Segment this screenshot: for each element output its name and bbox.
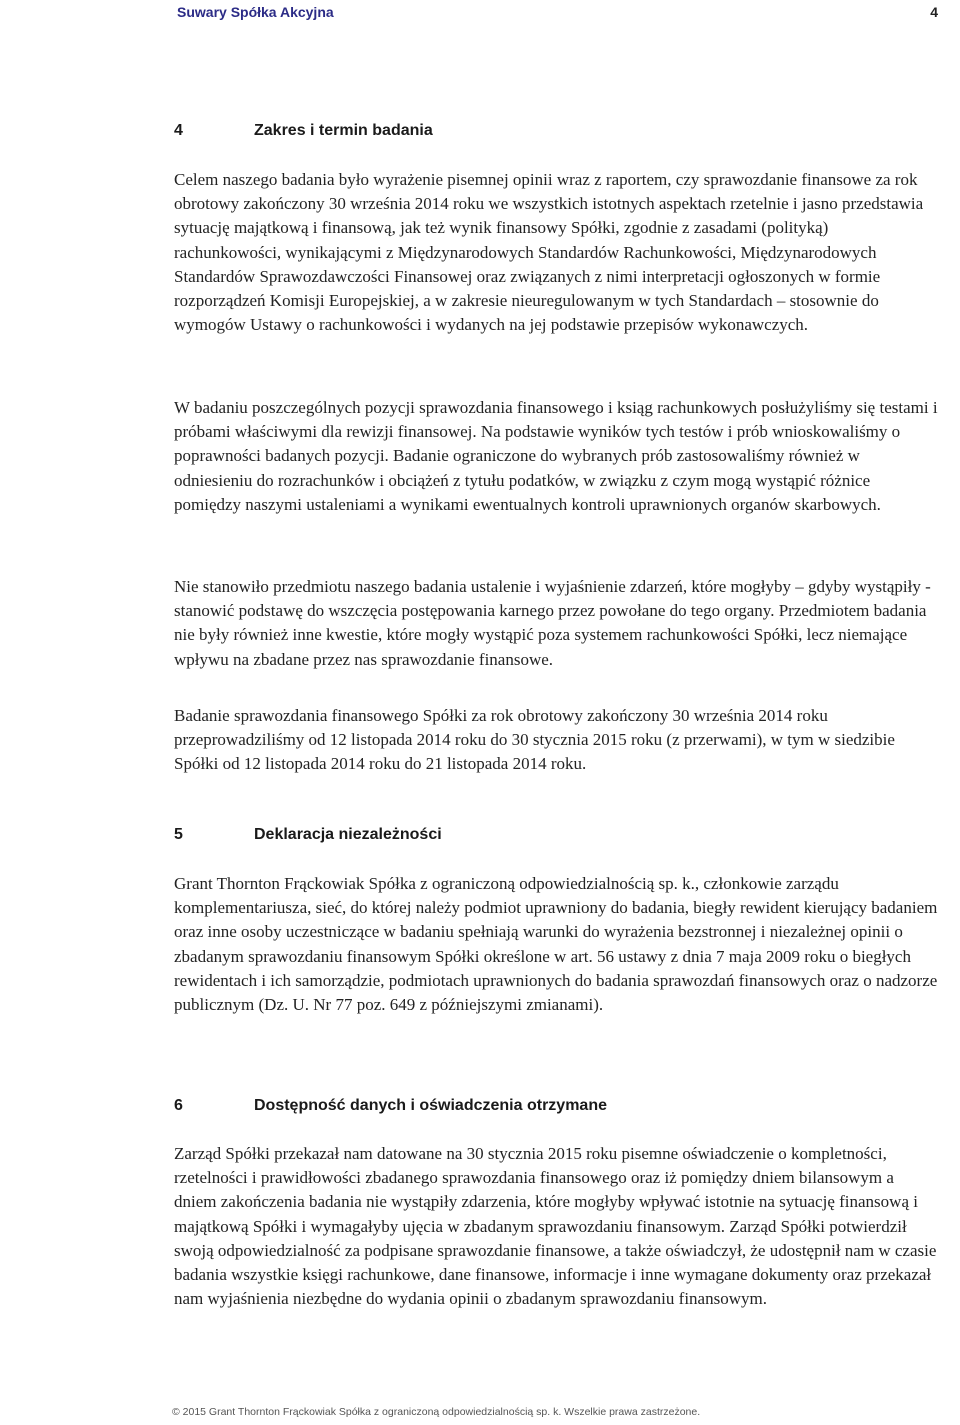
paragraph: Nie stanowiło przedmiotu naszego badania ustalenie i wyjaśnienie zdarzeń, które mogłyby – gdyby wystąpiły - stanowić podstawę do wszczęcia postępowania karnego przez powołane do tego organy. Przedmiotem badania nie były również inne kwestie, które mogły wystąpić poza systemem rachunkowości Spółki, lecz niemające wpływu na zbadane przez nas sprawozdanie finansowe. [174,577,931,669]
page-number: 4 [930,4,938,20]
paragraph: Grant Thornton Frąckowiak Spółka z ograniczoną odpowiedzialnością sp. k., członkowie zarządu komplementariusza, sieć, do której należy podmiot uprawniony do badania, biegły rewident kierujący badaniem oraz inne osoby uczestniczące w badaniu spełniają warunki do wyrażenia bezstronnej i niezależnej opinii o zbadanym sprawozdaniu finansowym Spółki określone w art. 56 ustawy z dnia 7 maja 2009 roku o biegłych rewidentach i ich samorządzie, podmiotach uprawnionych do badania sprawozdań finansowych oraz o nadzorze publicznym (Dz. U. Nr 77 poz. 649 z późniejszymi zmianami). [174,874,938,1015]
section-number: 6 [174,1097,183,1114]
section-title: Deklaracja niezależności [254,826,442,843]
footer-copyright: © 2015 Grant Thornton Frąckowiak Spółka z ograniczoną odpowiedzialnością sp. k. Wszelkie prawa zastrzeżone. [172,1406,701,1418]
company-name: Suwary Spółka Akcyjna [177,4,334,20]
section-title: Dostępność danych i oświadczenia otrzymane [254,1097,607,1114]
paragraph: Badanie sprawozdania finansowego Spółki za rok obrotowy zakończony 30 września 2014 roku przeprowadziliśmy od 12 listopada 2014 roku do 30 stycznia 2015 roku (z przerwami), w tym w siedzibie Spółki od 12 listopada 2014 roku do 21 listopada 2014 roku. [174,706,895,774]
paragraph: Celem naszego badania było wyrażenie pisemnej opinii wraz z raportem, czy sprawozdanie finansowe za rok obrotowy zakończony 30 września 2014 roku we wszystkich istotnych aspektach rzetelnie i jasno przedstawia sytuację majątkową i finansową, jak też wynik finansowy Spółki, zgodnie z zasadami (polityką) rachunkowości, wynikającymi z Międzynarodowych Standardów Rachunkowości, Międzynarodowych Standardów Sprawozdawczości Finansowej oraz związanych z nimi interpretacji ogłoszonych w formie rozporządzeń Komisji Europejskiej, a w zakresie nieuregulowanym w tych Standardach – stosownie do wymogów Ustawy o rachunkowości i wydanych na jej podstawie przepisów wykonawczych. [174,170,924,335]
section-number: 5 [174,826,183,843]
paragraph: Zarząd Spółki przekazał nam datowane na 30 stycznia 2015 roku pisemne oświadczenie o kompletności, rzetelności i prawidłowości zbadanego sprawozdania finansowego oraz iż pomiędzy dniem bilansowym a dniem zakończenia badania nie wystąpiły zdarzenia, które mogłyby wpływać istotnie na sytuację finansową i majątkową Spółki i wymagałyby ujęcia w zbadanym sprawozdaniu finansowym. Zarząd Spółki potwierdził swoją odpowiedzialność za podpisane sprawozdanie finansowe, a także oświadczył, że udostępnił nam w czasie badania wszystkie księgi rachunkowe, dane finansowe, informacje i inne wymagane dokumenty oraz przekazał nam wyjaśnienia niezbędne do wydania opinii o zbadanym sprawozdaniu finansowym. [174,1144,937,1309]
page-header [177,4,938,28]
paragraph: W badaniu poszczególnych pozycji sprawozdania finansowego i ksiąg rachunkowych posłużyliśmy się testami i próbami właściwymi dla rewizji finansowej. Na podstawie wyników tych testów i prób wnioskowaliśmy o poprawności badanych pozycji. Badanie ograniczone do wybranych prób zastosowaliśmy również w odniesieniu do rozrachunków i obciążeń z tytułu podatków, w związku z czym mogą wystąpić różnice pomiędzy naszymi ustaleniami a wynikami ewentualnych kontroli uprawnionych organów skarbowych. [174,398,938,514]
section-number: 4 [174,122,183,139]
section-title: Zakres i termin badania [254,122,433,139]
